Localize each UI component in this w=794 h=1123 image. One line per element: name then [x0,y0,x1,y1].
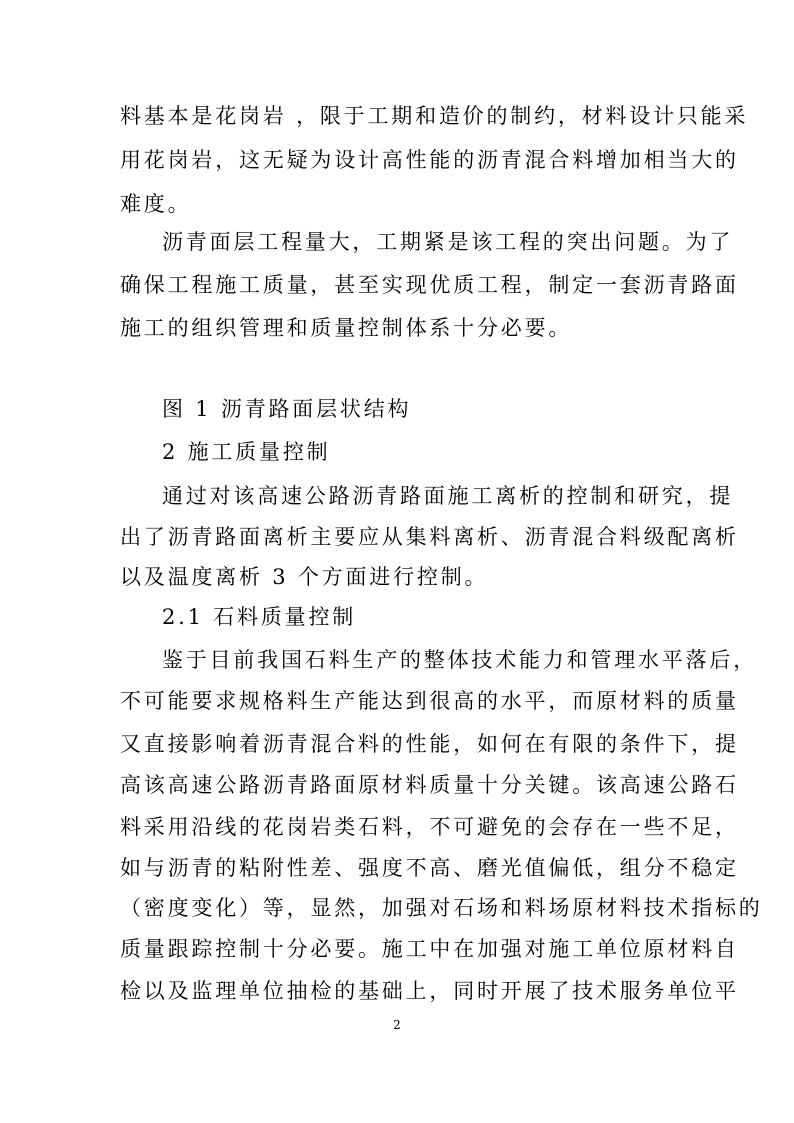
figure-caption: 图 1 沥青路面层状结构 [162,397,412,421]
page-number: 2 [393,1018,401,1032]
text-line: 高该高速公路沥青路面原材料质量十分关键。该高速公路石 [120,773,739,797]
text-line: 又直接影响着沥青混合料的性能，如何在有限的条件下，提 [120,732,739,756]
text-line: 沥青面层工程量大，工期紧是该工程的突出问题。为了 [162,230,734,254]
text-line: 检以及监理单位抽检的基础上，同时开展了技术服务单位平 [120,979,739,1003]
section-heading: 2 施工质量控制 [162,440,331,464]
text-line: 如与沥青的粘附性差、强度不高、磨光值偏低，组分不稳定 [120,856,739,880]
text-line: 料基本是花岗岩 ，限于工期和造价的制约，材料设计只能采 [120,104,749,128]
text-line: 用花岗岩，这无疑为设计高性能的沥青混合料增加相当大的 [120,148,739,172]
text-line: 通过对该高速公路沥青路面施工离析的控制和研究，提 [162,484,734,508]
text-line: 难度。 [120,192,192,216]
text-line: 质量跟踪控制十分必要。施工中在加强对施工单位原材料自 [120,937,739,961]
text-line: 出了沥青路面离析主要应从集料离析、沥青混合料级配离析 [120,525,739,549]
text-line: 鉴于目前我国石料生产的整体技术能力和管理水平落后， [162,648,757,672]
text-line: 以及温度离析 3 个方面进行控制。 [120,565,489,589]
subsection-heading: 2.1 石料质量控制 [162,605,357,629]
text-line: 确保工程施工质量，甚至实现优质工程，制定一套沥青路面 [120,273,739,297]
text-line: 施工的组织管理和质量控制体系十分必要。 [120,316,573,340]
text-line: 料采用沿线的花岗岩类石料，不可避免的会存在一些不足， [120,815,739,839]
text-line: （密度变化）等，显然，加强对石场和料场原材料技术指标的 [120,896,763,920]
text-line: 不可能要求规格料生产能达到很高的水平，而原材料的质量 [120,689,739,713]
